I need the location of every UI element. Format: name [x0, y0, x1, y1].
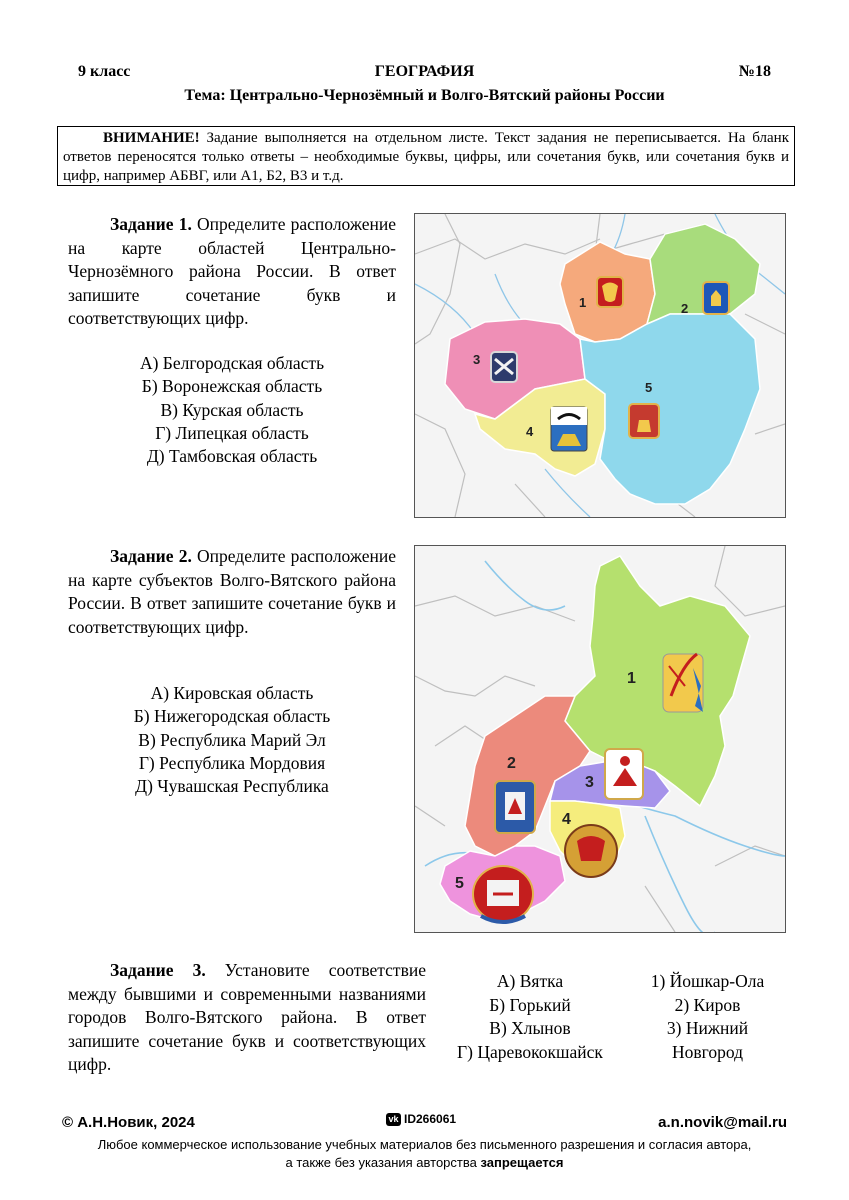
worksheet-number: №18 — [738, 63, 771, 80]
task2-title: Задание 2. — [110, 546, 192, 566]
footer-email[interactable]: a.n.novik@mail.ru — [658, 1114, 787, 1131]
license-line-2 — [0, 1154, 849, 1172]
task1-option-d: Г) Липецкая область — [155, 422, 309, 443]
task2-text — [68, 545, 396, 639]
task1-title: Задание 1. — [110, 214, 192, 234]
task2-option-a: А) Кировская область — [150, 683, 314, 703]
task3-left-d: Г) Царевококшайск — [457, 1041, 603, 1062]
task2-option-b: Б) Нижегородская область — [133, 706, 331, 727]
task2-options — [68, 682, 396, 798]
license-line-1: Любое коммерческое использование учебных материалов без письменного разрешения и согласия автора, — [97, 1137, 752, 1152]
task1-option-b: Б) Воронежская область — [141, 376, 323, 397]
task1-option-a: А) Белгородская область — [139, 353, 325, 373]
map1-label-2: 2 — [681, 301, 689, 316]
task1-options — [68, 352, 396, 468]
task2-option-d: Г) Республика Мордовия — [138, 752, 326, 773]
task2-body: Определите расположение на карте субъектов Волго-Вятского района России. В ответ запишите сочетание букв и соответствующих цифр. — [68, 546, 396, 637]
map-volga-vyatka — [414, 545, 786, 933]
task3-right-2: 2) Киров — [674, 994, 741, 1015]
task3-left-a: А) Вятка — [496, 971, 564, 991]
map2-label-2: 2 — [507, 755, 516, 772]
map1-label-4: 4 — [526, 424, 534, 439]
vk-icon: vk — [386, 1113, 401, 1126]
license-line-2-text: а также без указания авторства — [285, 1155, 481, 1170]
map2-label-1: 1 — [627, 670, 636, 687]
task1-body: Определите расположение на карте областей Центрально-Чернозёмного района России. В ответ запишите сочетание букв и соответствующих цифр. — [68, 214, 396, 328]
notice-box — [57, 126, 795, 186]
task3-right-3-cont: Новгород — [671, 1041, 744, 1062]
map1-label-3: 3 — [473, 352, 481, 367]
task2-option-c: В) Республика Марий Эл — [138, 729, 326, 750]
task3-text — [68, 959, 426, 1077]
task1-option-e: Д) Тамбовская область — [146, 446, 318, 467]
map-central-chernozem — [414, 213, 786, 518]
task3-right-column — [630, 970, 785, 1064]
footer-vk[interactable] — [386, 1112, 456, 1126]
map2-label-3: 3 — [585, 774, 594, 791]
map1-label-1: 1 — [579, 295, 587, 310]
notice-text: Задание выполняется на отдельном листе. Текст задания не переписывается. На бланк ответов переносятся только ответы – необходимые буквы, цифры, или сочетания букв, или сочетания букв и цифр, например АБВГ, или А1, Б2, В3 и т.д. — [63, 130, 789, 184]
task3-left-c: В) Хлынов — [489, 1018, 571, 1038]
task3-left-b: Б) Горький — [489, 994, 571, 1015]
footer-author: © А.Н.Новик, 2024 — [62, 1114, 195, 1131]
topic-title: Тема: Центрально-Чернозёмный и Волго-Вятский районы России — [184, 87, 665, 104]
task3-title: Задание 3. — [110, 960, 206, 980]
task3-left-column — [440, 970, 620, 1064]
subject-title: ГЕОГРАФИЯ — [374, 63, 475, 80]
map2-label-4: 4 — [562, 811, 571, 828]
task1-option-c: В) Курская область — [160, 399, 304, 420]
license-line-2-bold: запрещается — [480, 1155, 564, 1170]
task3-right-3: 3) Нижний — [666, 1018, 749, 1038]
grade-label: 9 класс — [78, 63, 131, 80]
map1-label-5: 5 — [645, 380, 653, 395]
task3-body: Установите соответствие между бывшими и современными названиями городов Волго-Вятского района. В ответ запишите сочетание букв и соответствующих цифр. — [68, 960, 426, 1074]
map2-label-5: 5 — [455, 875, 464, 892]
task2-option-e: Д) Чувашская Республика — [135, 776, 329, 797]
notice-bold: ВНИМАНИЕ! — [103, 130, 200, 146]
footer-vk-id: ID266061 — [404, 1112, 457, 1126]
task1-text — [68, 213, 396, 331]
task3-right-1: 1) Йошкар-Ола — [650, 971, 765, 991]
footer-license — [0, 1136, 849, 1172]
